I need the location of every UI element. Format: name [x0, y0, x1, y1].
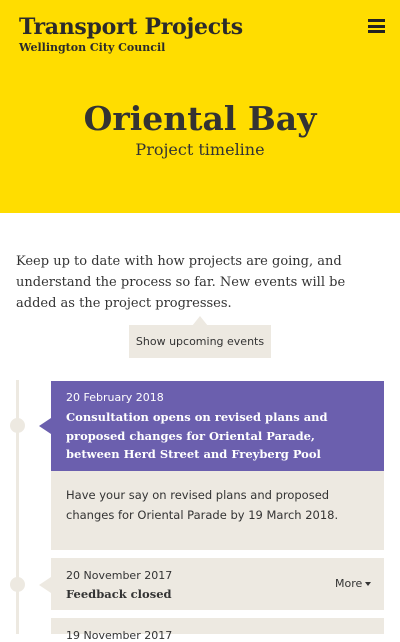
- caret-down-icon: [365, 582, 371, 586]
- timeline-dot: [10, 577, 25, 592]
- site-header: [0, 0, 400, 213]
- event-body: Have your say on revised plans and proposed changes for Oriental Parade by 19 March 2018.: [66, 488, 339, 522]
- event-pointer-arrow: [39, 418, 51, 434]
- more-toggle[interactable]: [335, 577, 371, 590]
- intro-text: Keep up to date with how projects are going, and understand the process so far. New events will be added as the project progresses.: [16, 254, 346, 311]
- event-date: 20 February 2018: [66, 391, 164, 404]
- event-pointer-arrow: [39, 577, 51, 593]
- timeline-event[interactable]: [51, 558, 384, 610]
- brand-subtitle: Wellington City Council: [19, 41, 166, 54]
- show-upcoming-events-button[interactable]: Show upcoming events: [129, 325, 271, 358]
- event-date: 20 November 2017: [66, 569, 173, 582]
- event-date: 19 November 2017: [66, 629, 173, 642]
- timeline-dot: [10, 418, 25, 433]
- event-title: Consultation opens on revised plans and proposed changes for Oriental Parade, between Herd Street and Freyberg Pool: [66, 410, 328, 461]
- hamburger-menu-icon[interactable]: [368, 19, 385, 33]
- timeline-event-active[interactable]: [51, 381, 384, 471]
- event-title: Feedback closed: [66, 587, 172, 601]
- upcoming-events-control: [129, 316, 271, 358]
- more-label: More: [335, 577, 363, 590]
- timeline-event[interactable]: [51, 618, 384, 642]
- event-details: [51, 471, 384, 550]
- page-subtitle: Project timeline: [135, 140, 265, 159]
- brand-title[interactable]: Transport Projects: [19, 14, 243, 40]
- page-title: Oriental Bay: [83, 99, 317, 138]
